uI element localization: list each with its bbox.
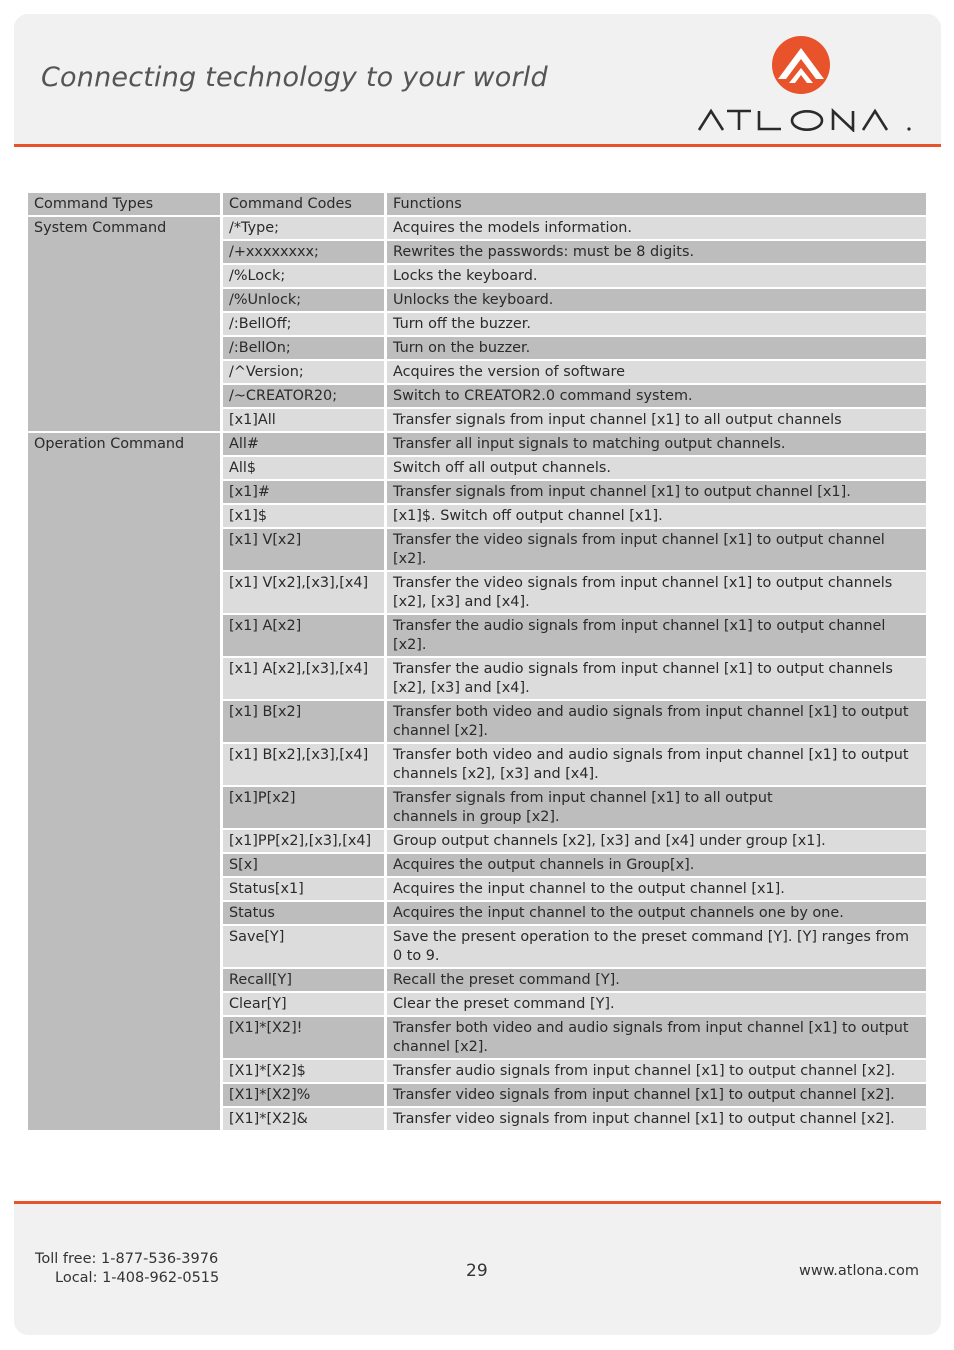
svg-text:ATLONA: ATLONA xyxy=(697,108,701,109)
table-header-row xyxy=(28,193,926,217)
page-number: 29 xyxy=(466,1261,488,1281)
command-code-cell: /~CREATOR20; xyxy=(223,385,387,409)
function-cell: Transfer signals from input channel [x1] to all output channels xyxy=(387,409,926,433)
function-cell: Transfer both video and audio signals from input channel [x1] to output channel [x2]. xyxy=(387,701,926,744)
command-type-cell: System Command xyxy=(28,217,223,433)
command-code-cell: [X1]*[X2]$ xyxy=(223,1060,387,1084)
header-command-codes: Command Codes xyxy=(223,193,387,217)
command-code-cell: [x1] B[x2] xyxy=(223,701,387,744)
atlona-wordmark xyxy=(697,108,913,132)
function-cell: Rewrites the passwords: must be 8 digits. xyxy=(387,241,926,265)
function-cell: Transfer both video and audio signals from input channel [x1] to output channels [x2], [x3] and [x4]. xyxy=(387,744,926,787)
command-type-cell: Operation Command xyxy=(28,433,223,1132)
header-command-types: Command Types xyxy=(28,193,223,217)
function-cell: Transfer the audio signals from input channel [x1] to output channel [x2]. xyxy=(387,615,926,658)
command-code-cell: All# xyxy=(223,433,387,457)
function-cell: Acquires the version of software xyxy=(387,361,926,385)
function-cell: Transfer video signals from input channel [x1] to output channel [x2]. xyxy=(387,1108,926,1132)
command-code-cell: Status xyxy=(223,902,387,926)
function-cell: Transfer the video signals from input channel [x1] to output channels [x2], [x3] and [x4]. xyxy=(387,572,926,615)
command-code-cell: [x1]P[x2] xyxy=(223,787,387,830)
command-code-cell: [X1]*[X2]& xyxy=(223,1108,387,1132)
header-tagline: Connecting technology to your world xyxy=(41,62,548,93)
function-cell: Clear the preset command [Y]. xyxy=(387,993,926,1017)
function-cell: Save the present operation to the preset command [Y]. [Y] ranges from 0 to 9. xyxy=(387,926,926,969)
function-cell: Transfer the audio signals from input channel [x1] to output channels [x2], [x3] and [x4]. xyxy=(387,658,926,701)
command-code-cell: [x1] V[x2],[x3],[x4] xyxy=(223,572,387,615)
table-row xyxy=(28,433,926,457)
function-cell: Recall the preset command [Y]. xyxy=(387,969,926,993)
function-cell: Switch off all output channels. xyxy=(387,457,926,481)
toll-free-number: Toll free: 1-877-536-3976 xyxy=(35,1251,219,1267)
command-code-cell: [x1] V[x2] xyxy=(223,529,387,572)
command-code-cell: [x1]# xyxy=(223,481,387,505)
function-cell: Locks the keyboard. xyxy=(387,265,926,289)
command-code-cell: Recall[Y] xyxy=(223,969,387,993)
command-code-cell: [x1] B[x2],[x3],[x4] xyxy=(223,744,387,787)
function-cell: Unlocks the keyboard. xyxy=(387,289,926,313)
function-cell: Acquires the input channel to the output channel [x1]. xyxy=(387,878,926,902)
function-cell: Transfer video signals from input channel [x1] to output channel [x2]. xyxy=(387,1084,926,1108)
function-cell: Transfer signals from input channel [x1] to output channel [x1]. xyxy=(387,481,926,505)
header-functions: Functions xyxy=(387,193,926,217)
command-code-cell: /+xxxxxxxx; xyxy=(223,241,387,265)
command-code-cell: /^Version; xyxy=(223,361,387,385)
command-code-cell: Clear[Y] xyxy=(223,993,387,1017)
command-code-cell: /:BellOff; xyxy=(223,313,387,337)
function-cell: Group output channels [x2], [x3] and [x4] under group [x1]. xyxy=(387,830,926,854)
atlona-logo-icon xyxy=(770,34,832,96)
function-cell: Transfer signals from input channel [x1] to all output channels in group [x2]. xyxy=(387,787,926,830)
command-code-cell: [x1] A[x2] xyxy=(223,615,387,658)
command-code-cell: /%Lock; xyxy=(223,265,387,289)
command-code-cell: [x1]All xyxy=(223,409,387,433)
command-code-cell: /%Unlock; xyxy=(223,289,387,313)
footer-divider xyxy=(14,1201,941,1204)
function-cell: Turn on the buzzer. xyxy=(387,337,926,361)
table-row xyxy=(28,217,926,241)
function-cell: [x1]$. Switch off output channel [x1]. xyxy=(387,505,926,529)
command-code-cell: [x1]PP[x2],[x3],[x4] xyxy=(223,830,387,854)
website-link[interactable]: www.atlona.com xyxy=(799,1263,919,1279)
command-code-cell: [x1] A[x2],[x3],[x4] xyxy=(223,658,387,701)
command-code-cell: Save[Y] xyxy=(223,926,387,969)
function-cell: Transfer the video signals from input channel [x1] to output channel [x2]. xyxy=(387,529,926,572)
command-code-cell: S[x] xyxy=(223,854,387,878)
function-cell: Transfer both video and audio signals from input channel [x1] to output channel [x2]. xyxy=(387,1017,926,1060)
command-code-cell: /:BellOn; xyxy=(223,337,387,361)
command-code-cell: All$ xyxy=(223,457,387,481)
function-cell: Switch to CREATOR2.0 command system. xyxy=(387,385,926,409)
function-cell: Acquires the models information. xyxy=(387,217,926,241)
command-code-cell: Status[x1] xyxy=(223,878,387,902)
footer-contact xyxy=(35,1250,219,1288)
command-code-cell: [X1]*[X2]% xyxy=(223,1084,387,1108)
command-code-cell: /*Type; xyxy=(223,217,387,241)
function-cell: Acquires the input channel to the output channels one by one. xyxy=(387,902,926,926)
function-cell: Transfer all input signals to matching output channels. xyxy=(387,433,926,457)
function-cell: Acquires the output channels in Group[x]. xyxy=(387,854,926,878)
function-cell: Turn off the buzzer. xyxy=(387,313,926,337)
command-table-body xyxy=(28,193,926,1132)
command-code-cell: [X1]*[X2]! xyxy=(223,1017,387,1060)
command-code-cell: [x1]$ xyxy=(223,505,387,529)
local-number: Local: 1-408-962-0515 xyxy=(55,1270,220,1286)
function-cell: Transfer audio signals from input channel [x1] to output channel [x2]. xyxy=(387,1060,926,1084)
command-table xyxy=(28,193,926,1132)
